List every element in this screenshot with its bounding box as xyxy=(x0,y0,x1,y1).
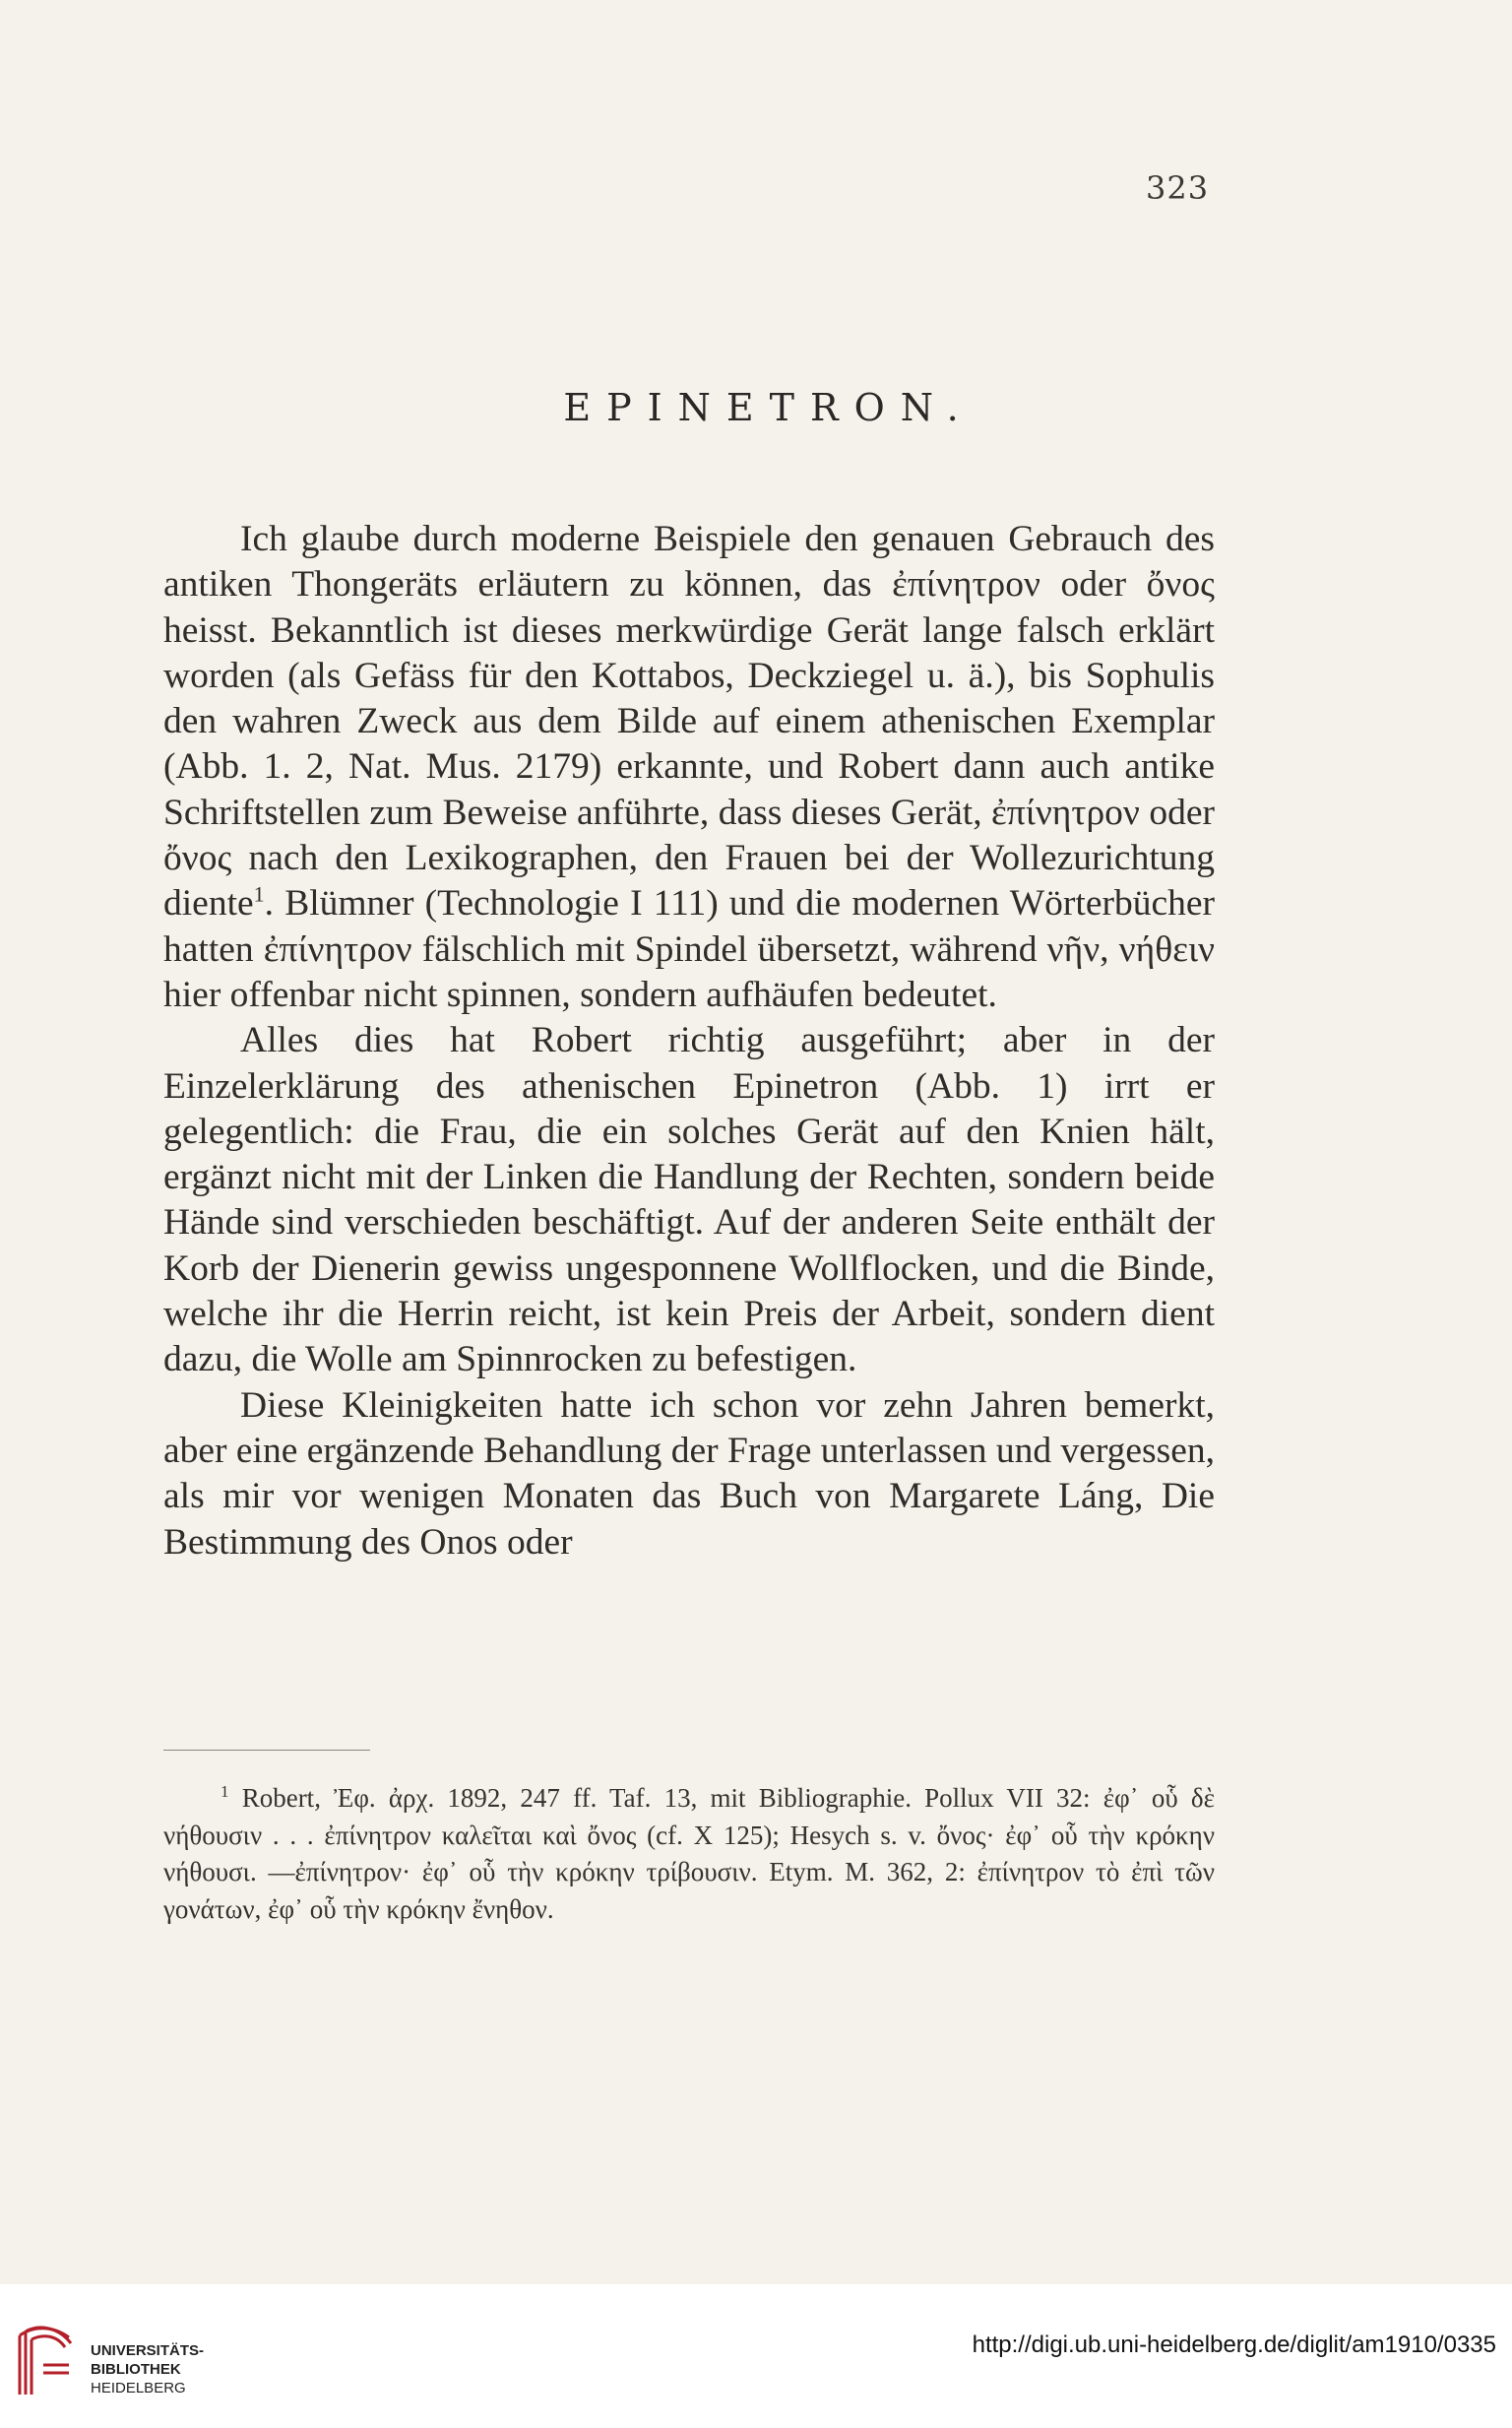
library-logo-icon xyxy=(14,2326,75,2400)
paragraph-1-text: Ich glaube durch moderne Beispiele den genauen Gebrauch des antiken Thongeräts erläutern zu können, das ἐπίνητρον oder ὄνος heisst. Bekanntlich ist dieses merkwürdige Gerät lange falsch erklärt worden (als Gefäss für den Kottabos, Deckziegel u. ä.), bis Sophulis den wahren Zweck aus dem Bilde auf einem athenischen Exemplar (Abb. 1. 2, Nat. Mus. 2179) erkannte, und Robert dann auch antike Schriftstellen zum Beweise anführte, dass dieses Gerät, ἐπίνητρον oder ὄνος nach den Lexikographen, den Frauen bei der Wollezurichtung diente xyxy=(163,519,1215,925)
article-title: EPINETRON. xyxy=(563,386,975,429)
paragraph-2: Alles dies hat Robert richtig ausgeführt; aber in der Einzelerklärung des athenischen Epinetron (Abb. 1) irrt er gelegentlich: die Frau, die ein solches Gerät auf den Knien hält, ergänzt nicht mit der Linken die Handlung der Rechten, sondern beide Hände sind verschieden beschäftigt. Auf der anderen Seite enthält der Korb der Dienerin gewiss ungesponnene Wollflocken, und die Binde, welche ihr die Herrin reicht, ist kein Preis der Arbeit, sondern dient dazu, die Wolle am Spinnrocken zu befestigen. xyxy=(163,1020,1215,1380)
source-url-link[interactable]: http://digi.ub.uni-heidelberg.de/diglit/am1910/0335 xyxy=(972,2332,1496,2358)
library-name-line-3: HEIDELBERG xyxy=(91,2380,186,2396)
footnote-reference[interactable]: 1 xyxy=(253,881,265,907)
library-name-line-1: UNIVERSITÄTS- xyxy=(91,2342,205,2359)
page-number: 323 xyxy=(1146,169,1210,207)
footnote-marker: 1 xyxy=(220,1782,229,1801)
library-name-line-2: BIBLIOTHEK xyxy=(91,2361,181,2378)
library-name xyxy=(91,2341,204,2397)
footnote-1 xyxy=(163,1780,1215,1928)
digitization-footer xyxy=(0,2284,1512,2428)
footnote-divider xyxy=(163,1750,370,1751)
footnotes xyxy=(163,1780,1215,1928)
paragraph-3: Diese Kleinigkeiten hatte ich schon vor zehn Jahren bemerkt, aber eine ergänzende Behandlung der Frage unterlassen und vergessen, als mir vor wenigen Monaten das Buch von Margarete Láng, Die Bestimmung des Onos oder xyxy=(163,1384,1215,1563)
paragraph-1-continuation: . Blümner (Technologie I 111) und die modernen Wörterbücher hatten ἐπίνητρον fälschlich mit Spindel übersetzt, während νῆν, νήθειν hier offenbar nicht spinnen, sondern aufhäufen bedeutet. xyxy=(163,883,1215,1015)
footnote-text: Robert, Ἐφ. ἀρχ. 1892, 247 ff. Taf. 13, mit Bibliographie. Pollux VII 32: ἐφ᾽ οὗ δὲ νήθουσιν . . . ἐπίνητρον καλεῖται καὶ ὄνος (cf. X 125); Hesych s. v. ὄνος· ἐφ᾽ οὗ τὴν κρόκην νήθουσι. —ἐπίνητρον· ἐφ᾽ οὗ τὴν κρόκην τρίβουσιν. Etym. M. 362, 2: ἐπίνητρον τὸ ἐπὶ τῶν γονάτων, ἐφ᾽ οὗ τὴν κρόκην ἔνηθον. xyxy=(163,1783,1215,1924)
body-text xyxy=(163,517,1215,1565)
paragraph-1 xyxy=(163,517,1215,1018)
